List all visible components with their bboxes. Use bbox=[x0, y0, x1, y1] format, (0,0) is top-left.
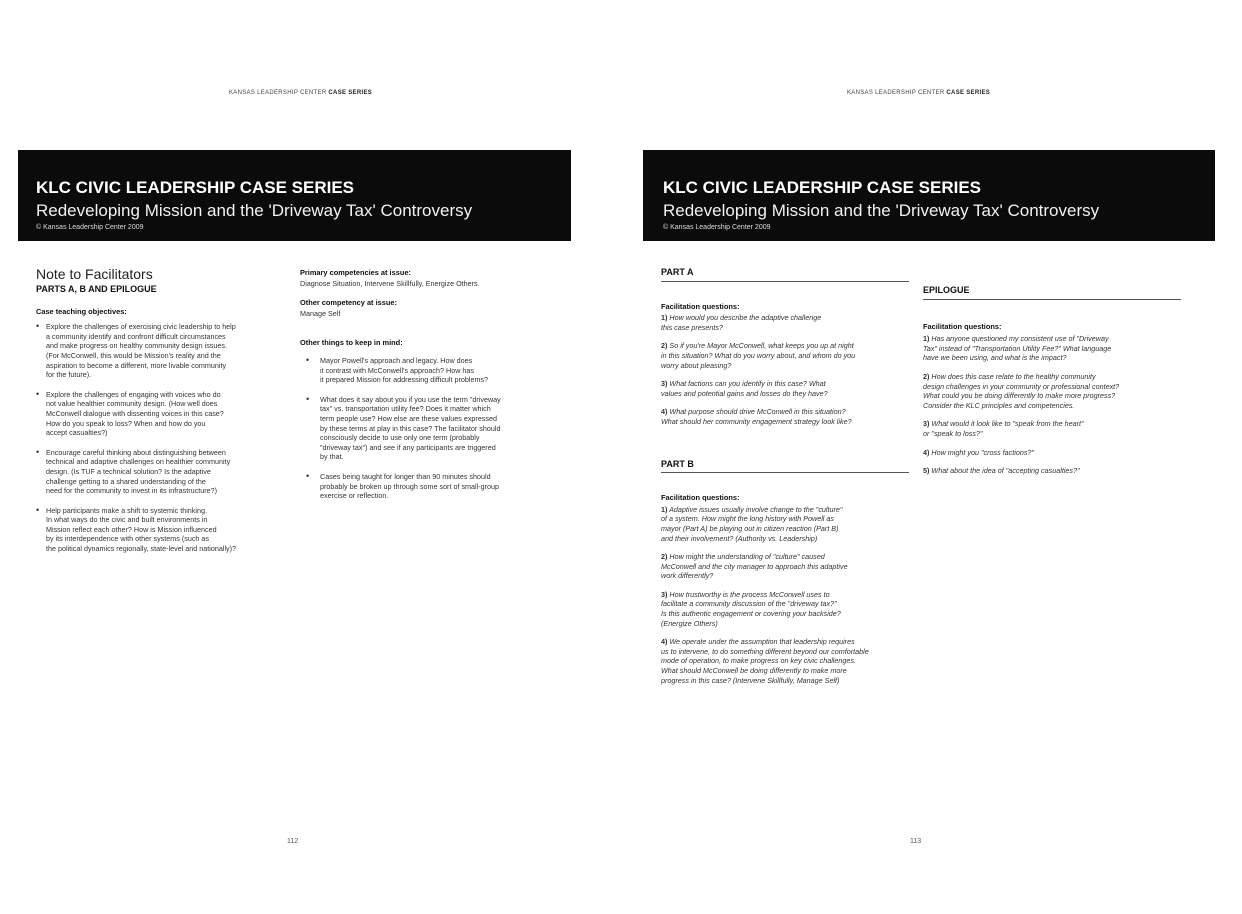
epilogue-question-5 bbox=[923, 466, 1181, 476]
running-head bbox=[847, 90, 990, 96]
note-title: Note to Facilitators bbox=[36, 266, 153, 282]
question-text: What about the idea of "accepting casualties?" bbox=[931, 466, 1080, 476]
question-number: 2) bbox=[923, 371, 930, 381]
question-text: So if you're Mayor McConwell, what keeps you up at night in this situation? What do you worry about, and whom do you worry about pleasing? bbox=[661, 341, 856, 370]
list-item: • Cases being taught for longer than 90 minutes should probably be broken up through some sort of small-group exercise or reflection. bbox=[306, 472, 562, 501]
banner-subtitle: Redeveloping Mission and the 'Driveway Tax' Controversy bbox=[663, 201, 1100, 220]
question-number: 4) bbox=[923, 447, 930, 457]
question-text: How might you "cross factions?" bbox=[931, 447, 1034, 457]
list-item: • Help participants make a shift to systemic thinking. In what ways do the civic and built environments in Mission reflect each other? How is Mission influenced by its interdependence with other systems (such as the political dynamics regionally, state-level and nationally)? bbox=[36, 506, 294, 554]
right-column bbox=[300, 268, 562, 511]
question-number: 3) bbox=[661, 379, 668, 389]
objectives-list bbox=[36, 322, 294, 553]
part-a-question-4 bbox=[661, 407, 909, 426]
list-item: • Explore the challenges of exercising civic leadership to help a community identify and confront difficult circumstances and make progress on healthy community design issues. (For McConwell, this would be Mission's reality and the aspiration to become a different, more livable community for the future). bbox=[36, 322, 294, 380]
question-number: 2) bbox=[661, 341, 668, 351]
part-a-question-3 bbox=[661, 379, 909, 398]
list-item: • Encourage careful thinking about distinguishing between technical and adaptive challenges on healthier community design. (Is TUF a technical solution? Is the adaptive challenge getting to a shared understanding of the need for the community to invest in its infrastructure?) bbox=[36, 448, 294, 496]
banner-subtitle: Redeveloping Mission and the 'Driveway Tax' Controversy bbox=[36, 201, 473, 220]
primary-competencies-text: Diagnose Situation, Intervene Skillfully, Energize Others. bbox=[300, 278, 480, 288]
part-b-heading: PART B bbox=[661, 460, 909, 474]
question-text: Adaptive issues usually involve change to the "culture" of a system. How might the long history with Powell as mayor (Part A) be playing out in citizen reaction (Part B) and their involvement? (Authority vs. Leadership) bbox=[661, 504, 843, 543]
question-text: How would you describe the adaptive challenge this case presents? bbox=[661, 313, 822, 332]
parts-column bbox=[661, 268, 909, 694]
question-text: We operate under the assumption that leadership requires us to intervene, to do something different beyond our comfortable mode of operation, to make progress on key civic challenges. What should McConwell be doing differently to make more progress in this case? (Intervene Skillfully, Manage Self) bbox=[661, 637, 869, 685]
part-b-questions-heading: Facilitation questions: bbox=[661, 493, 740, 503]
part-b-question-2 bbox=[661, 552, 909, 581]
left-column bbox=[36, 266, 294, 564]
epilogue-question-3 bbox=[923, 419, 1181, 438]
question-number: 1) bbox=[923, 334, 930, 344]
parts-heading: PARTS A, B AND EPILOGUE bbox=[36, 284, 157, 294]
epilogue-question-4 bbox=[923, 448, 1181, 458]
question-number: 4) bbox=[661, 637, 668, 647]
banner-copyright: © Kansas Leadership Center 2009 bbox=[36, 224, 144, 231]
epilogue-questions-heading: Facilitation questions: bbox=[923, 321, 1002, 331]
part-b-question-4 bbox=[661, 637, 909, 685]
question-text: Has anyone questioned my consistent use of "Driveway Tax" instead of "Transportation Utility Fee?" What language have we been using, and what is the impact? bbox=[923, 334, 1112, 363]
page-number: 112 bbox=[287, 838, 299, 845]
list-item: • Explore the challenges of engaging with voices who do not value healthier community design. (How well does McConwell dialogue with dissenting voices in this case? How do you speak to loss? When and how do you accept casualties?) bbox=[36, 390, 294, 438]
question-number: 1) bbox=[661, 313, 668, 323]
running-head-prefix: KANSAS LEADERSHIP CENTER bbox=[229, 90, 327, 96]
question-number: 5) bbox=[923, 466, 930, 476]
question-number: 3) bbox=[923, 419, 930, 429]
question-text: How might the understanding of "culture" caused McConwell and the city manager to approach this adaptive work differently? bbox=[661, 552, 848, 581]
title-banner bbox=[18, 150, 571, 241]
question-text: What would it look like to "speak from the heart" or "speak to loss?" bbox=[923, 419, 1084, 438]
question-number: 1) bbox=[661, 504, 668, 514]
epilogue-heading: EPILOGUE bbox=[923, 286, 1181, 300]
part-a-questions-heading: Facilitation questions: bbox=[661, 301, 740, 311]
running-head-bold: CASE SERIES bbox=[328, 90, 373, 96]
banner-copyright: © Kansas Leadership Center 2009 bbox=[663, 224, 771, 231]
running-head bbox=[229, 90, 372, 96]
other-things-heading: Other things to keep in mind: bbox=[300, 338, 403, 348]
objectives-heading: Case teaching objectives: bbox=[36, 306, 127, 316]
question-text: How trustworthy is the process McConwell uses to facilitate a community discussion of the "driveway tax?" Is this authentic engagement or covering your backside? (Energize Others) bbox=[661, 589, 841, 628]
list-item: • Mayor Powell's approach and legacy. How does it contrast with McConwell's approach? How has it prepared Mission for addressing difficult problems? bbox=[306, 356, 562, 385]
running-head-bold: CASE SERIES bbox=[946, 90, 991, 96]
question-number: 2) bbox=[661, 552, 668, 562]
banner-title: KLC CIVIC LEADERSHIP CASE SERIES bbox=[36, 178, 355, 197]
epilogue-question-2 bbox=[923, 372, 1181, 410]
part-b-question-1 bbox=[661, 505, 909, 543]
banner-title: KLC CIVIC LEADERSHIP CASE SERIES bbox=[663, 178, 982, 197]
question-text: What purpose should drive McConwell in this situation? What should her community engagement strategy look like? bbox=[661, 407, 852, 426]
list-item: • What does it say about you if you use the term "driveway tax" vs. transportation utility fee? Does it matter which term people use? How else are these values expressed by these terms at play in this case? The facilitator should consciously decide to use only one term (probably "driveway tax") and see if any participants are triggered by that. bbox=[306, 395, 562, 462]
part-a-question-2 bbox=[661, 341, 909, 370]
primary-competencies-heading: Primary competencies at issue: bbox=[300, 268, 411, 277]
question-number: 4) bbox=[661, 407, 668, 417]
running-head-prefix: KANSAS LEADERSHIP CENTER bbox=[847, 90, 945, 96]
other-competency-text: Manage Self bbox=[300, 308, 341, 318]
question-number: 3) bbox=[661, 589, 668, 599]
epilogue-question-1 bbox=[923, 334, 1181, 363]
other-competency-heading: Other competency at issue: bbox=[300, 298, 397, 308]
part-b-question-3 bbox=[661, 590, 909, 628]
part-a-heading: PART A bbox=[661, 268, 909, 282]
title-banner bbox=[643, 150, 1215, 241]
question-text: What factions can you identify in this case? What values and potential gains and losses do they have? bbox=[661, 379, 828, 398]
question-text: How does this case relate to the healthy community design challenges in your community or professional context? What could you be doing differently to make more progress? Consider the KLC principles and competencies. bbox=[923, 371, 1120, 410]
epilogue-column bbox=[923, 286, 1181, 485]
page-number: 113 bbox=[910, 838, 922, 845]
part-a-question-1 bbox=[661, 313, 909, 332]
other-things-list bbox=[300, 356, 562, 501]
right-page bbox=[621, 0, 1242, 914]
